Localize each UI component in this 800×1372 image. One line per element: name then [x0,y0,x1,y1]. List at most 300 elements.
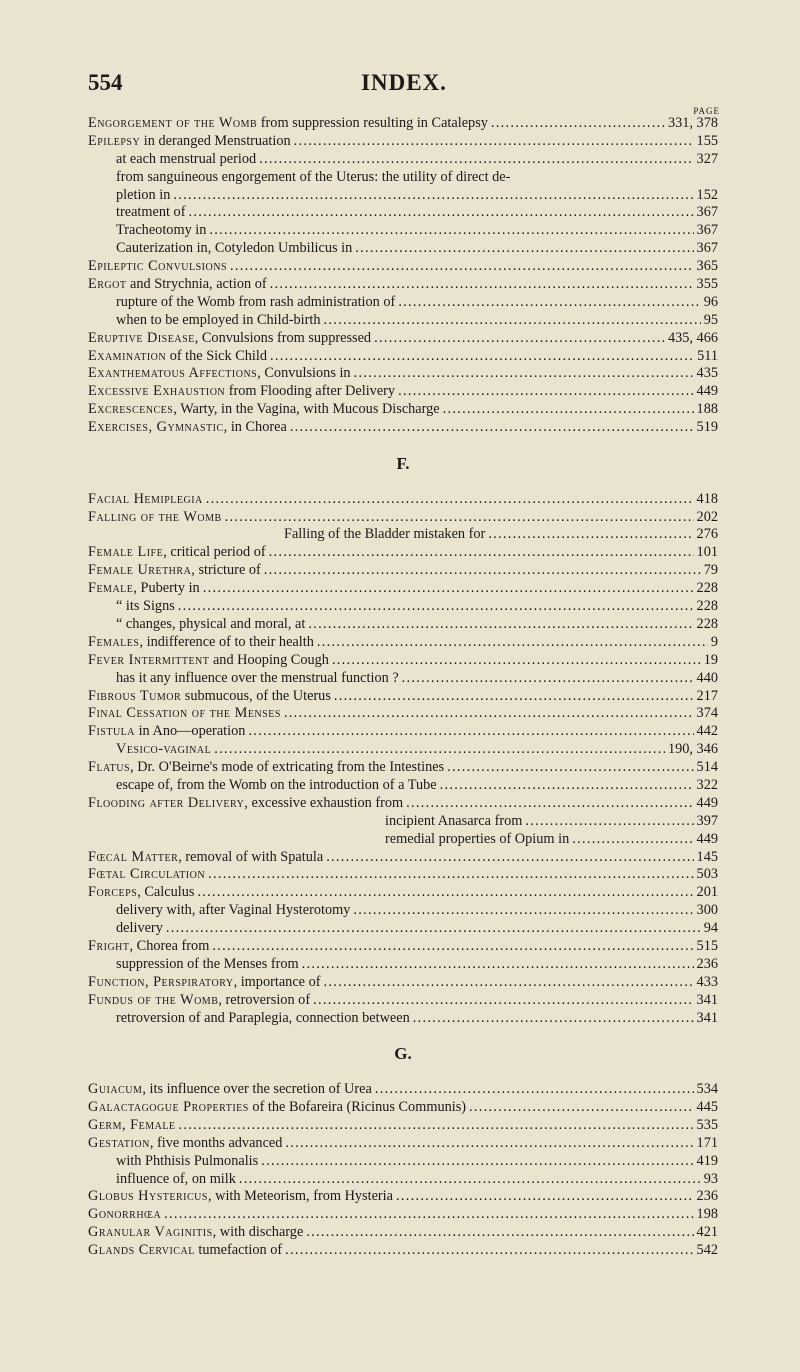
entry-text [116,956,299,974]
entry-heading: Females [88,633,140,650]
entry-heading: Fever Intermittent [88,651,210,668]
entry-page: 341 [696,991,718,1008]
index-entry [88,688,718,706]
index-entry [88,401,718,419]
index-entry [88,1135,718,1153]
entry-text [88,419,287,437]
entry-description: influence of, on milk [116,1170,236,1187]
entry-heading: Examination [88,347,167,364]
dot-leader [572,831,693,849]
entry-page: 511 [697,347,718,364]
entry-description: , Puberty in [133,580,200,597]
entry-page: 217 [696,687,718,704]
entry-text [88,383,395,401]
index-entry [88,1010,718,1028]
dot-leader [313,992,693,1010]
index-entry [88,795,718,813]
entry-text [88,276,267,294]
entry-heading: Facial Hemiplegia [88,490,203,507]
dot-leader [324,974,694,992]
page-column-label: PAGE [693,106,720,116]
index-entry [88,1224,718,1242]
entry-description: , five months advanced [149,1134,283,1151]
entry-description: , Chorea from [129,937,210,954]
entry-text [116,1153,258,1171]
dot-leader [212,938,693,956]
entry-text [116,741,211,759]
entry-text [116,312,321,330]
entry-page: 355 [696,276,718,293]
entry-text [88,401,440,419]
index-entry [88,544,718,562]
entry-text [116,777,437,795]
entry-description: , Convulsions from suppressed [194,329,372,346]
entry-text [88,544,266,562]
entry-heading: Galactagogue Properties [88,1098,249,1115]
dot-leader [284,705,694,723]
entry-text [88,1081,372,1099]
entry-page: 327 [696,150,718,167]
entry-heading: Fibrous Tumor [88,687,182,704]
dot-leader [269,544,694,562]
entry-text [88,1099,466,1117]
page-number: 554 [88,70,123,95]
entry-description: Cauterization in, Cotyledon Umbilicus in [116,240,353,257]
entry-page: 421 [696,1224,718,1241]
entry-page: 435, 466 [667,329,718,346]
entry-text [116,920,163,938]
entry-heading: Excessive Exhaustion [88,383,226,400]
index-entry [88,187,718,205]
entry-heading: Gonorrhœa [88,1206,162,1223]
entry-description: incipient Anasarca from [385,812,523,829]
entry-page: 228 [696,598,718,615]
entry-description: Falling of the Bladder mistaken for [284,526,486,543]
index-entry [88,526,718,544]
index-entry [88,1242,718,1260]
dot-leader [491,115,665,133]
index-entry [88,741,718,759]
entry-text [116,294,395,312]
entry-description: in deranged Menstruation [140,132,291,149]
dot-leader [230,258,694,276]
dot-leader [306,1224,693,1242]
dot-leader [188,204,693,222]
index-entry [88,509,718,527]
entry-page: 300 [696,902,718,919]
entry-page: 276 [696,526,718,543]
entry-description: escape of, from the Womb on the introduction of a Tube [116,776,437,793]
index-entry [88,813,718,831]
dot-leader [398,383,693,401]
dot-leader [270,276,694,294]
entry-page: 228 [696,580,718,597]
dot-leader [355,240,693,258]
entry-heading: Eruptive Disease [88,329,195,346]
dot-leader [173,187,693,205]
index-entry [88,240,718,258]
index-entry [88,1081,718,1099]
index-entry [88,902,718,920]
entry-text [88,133,291,151]
dot-leader [214,741,665,759]
dot-leader [203,580,694,598]
entry-description: of the Bofareira (Ricinus Communis) [248,1098,467,1115]
dot-leader [317,634,708,652]
entry-page: 96 [703,293,718,310]
entry-page: 514 [696,759,718,776]
index-entry [88,276,718,294]
entry-text [88,365,351,383]
index-entry [88,1188,718,1206]
entry-text [88,938,209,956]
entry-heading: Vesico-vaginal [116,741,212,758]
entry-description: “ changes, physical and moral, at [116,615,306,632]
dot-leader [270,348,694,366]
entry-page: 433 [696,973,718,990]
entry-heading: Germ, Female [88,1116,176,1133]
entry-page: 519 [696,419,718,436]
entry-heading: Guiacum [88,1081,143,1098]
page-title: INDEX. [361,70,447,95]
entry-page: 236 [696,1188,718,1205]
entry-page: 93 [703,1170,718,1187]
entry-text [88,562,261,580]
entry-text [88,866,205,884]
entry-description: , retroversion of [218,991,311,1008]
dot-leader [353,902,693,920]
entry-page: 445 [696,1098,718,1115]
index-entry [88,294,718,312]
index-entry [88,884,718,902]
dot-leader [332,652,701,670]
entry-description: , with Meteorism, from Hysteria [207,1188,393,1205]
entry-page: 228 [696,615,718,632]
entry-page: 331, 378 [667,115,718,131]
entry-description: , with discharge [212,1224,304,1241]
entry-description: , Dr. O'Beirne's mode of extricating from the Intestines [130,759,445,776]
dot-leader [374,330,665,348]
entry-heading: Fœcal Matter [88,848,179,865]
entry-description: rupture of the Womb from rash administration of [116,293,396,310]
index-entry [88,562,718,580]
entry-heading: Fistula [88,723,136,740]
section-letter: G. [394,1044,412,1064]
entry-description: retroversion of and Paraplegia, connection between [116,1009,410,1026]
entry-description: , importance of [233,973,321,990]
dot-leader [239,1171,701,1189]
index-entry [88,169,718,187]
index-entry [88,598,718,616]
entry-page: 155 [696,132,718,149]
section-letter: F. [396,453,410,473]
entry-description: , removal of with Spatula [178,848,324,865]
dot-leader [447,759,693,777]
index-entry [88,115,718,133]
entry-description: treatment of [116,204,186,221]
entry-page: 515 [696,937,718,954]
entry-text [88,884,194,902]
dot-leader [285,1242,693,1260]
entry-text [88,795,403,813]
index-entry [88,1153,718,1171]
index-entry [88,634,718,652]
entry-description: with Phthisis Pulmonalis [116,1152,259,1169]
dot-leader [308,616,693,634]
dot-leader [326,849,693,867]
entry-text [88,258,227,276]
entry-page: 190, 346 [667,741,718,758]
entry-page: 236 [696,955,718,972]
index-entry [88,974,718,992]
index-body [88,115,718,1260]
entry-text [88,1135,282,1153]
entry-heading: Flatus [88,759,131,776]
entry-heading: Ergot [88,276,127,293]
entry-text [116,169,510,187]
section-gap [88,1063,718,1081]
entry-description: Tracheotomy in [116,222,207,239]
entry-heading: Epilepsy [88,132,141,149]
dot-leader [406,795,693,813]
dot-leader [302,956,694,974]
entry-heading: Final Cessation of the Menses [88,705,281,722]
entry-page: 9 [710,633,718,650]
entry-page: 419 [696,1152,718,1169]
dot-leader [402,670,694,688]
dot-leader [261,1153,693,1171]
index-entry [88,956,718,974]
entry-heading: Falling of the Womb [88,508,222,525]
entry-description: delivery [116,920,163,937]
dot-leader [248,723,693,741]
dot-leader [225,509,694,527]
index-entry [88,365,718,383]
entry-text [88,330,371,348]
index-entry [88,723,718,741]
dot-leader [396,1188,694,1206]
entry-page: 449 [696,794,718,811]
entry-page: 397 [696,812,718,829]
entry-page: 101 [696,544,718,561]
entry-page: 145 [696,848,718,865]
entry-description: suppression of the Menses from [116,955,299,972]
entry-text [88,688,331,706]
entry-description: has it any influence over the menstrual function ? [116,669,399,686]
section-gap [88,473,718,491]
dot-leader [398,294,700,312]
index-entry [88,204,718,222]
entry-text [385,831,569,849]
index-entry [88,777,718,795]
entry-page: 202 [696,508,718,525]
entry-heading: Exercises, Gymnastic [88,419,224,436]
dot-leader [178,598,694,616]
entry-description: submucous, of the Uterus [181,687,331,704]
entry-text [116,902,350,920]
index-entry [88,1117,718,1135]
entry-description: when to be employed in Child-birth [116,311,321,328]
dot-leader [164,1206,693,1224]
entry-description: and Strychnia, action of [126,276,267,293]
entry-page: 201 [696,884,718,901]
entry-heading: Female Urethra [88,562,192,579]
index-entry [88,849,718,867]
entry-page: 442 [696,723,718,740]
entry-text [88,1224,303,1242]
entry-page: 449 [696,830,718,847]
entry-text [88,705,281,723]
entry-page: 367 [696,204,718,221]
index-entry [88,258,718,276]
entry-description: from suppression resulting in Catalepsy [257,115,488,131]
index-entry [88,330,718,348]
entry-text [116,187,170,205]
dot-leader [179,1117,694,1135]
entry-page: 94 [703,920,718,937]
dot-leader [324,312,701,330]
entry-description: , indifference of to their health [139,633,314,650]
entry-page: 535 [696,1116,718,1133]
entry-text [88,1206,161,1224]
dot-leader [294,133,694,151]
entry-description: , Calculus [137,884,195,901]
entry-description: pletion in [116,186,171,203]
entry-page: 435 [696,365,718,382]
entry-text [116,670,399,688]
dot-leader [166,920,701,938]
entry-description: in Ano—operation [135,723,246,740]
dot-leader [259,151,693,169]
entry-page: 449 [696,383,718,400]
entry-text [116,222,206,240]
entry-page: 367 [696,222,718,239]
entry-heading: Flooding after Delivery [88,794,245,811]
dot-leader [285,1135,693,1153]
entry-heading: Gestation [88,1134,150,1151]
dot-leader [413,1010,694,1028]
index-entry [88,151,718,169]
index-entry [88,580,718,598]
entry-description: “ its Signs [116,598,175,615]
entry-text [88,348,267,366]
index-entry [88,831,718,849]
entry-page: 503 [696,866,718,883]
entry-page: 79 [703,562,718,579]
entry-page: 534 [696,1081,718,1098]
index-entry [88,222,718,240]
section-gap [88,437,718,455]
section-gap [88,1027,718,1045]
entry-heading: Female Life [88,544,164,561]
entry-description: of the Sick Child [166,347,267,364]
entry-description: , Warty, in the Vagina, with Mucous Discharge [173,401,440,418]
entry-page: 440 [696,669,718,686]
entry-text [88,759,444,777]
dot-leader [334,688,694,706]
entry-description: at each menstrual period [116,150,257,167]
entry-text [88,1188,393,1206]
index-entry [88,491,718,509]
entry-text [88,849,323,867]
dot-leader [208,866,693,884]
index-entry [88,938,718,956]
entry-page: 198 [696,1206,718,1223]
entry-heading: Granular Vaginitis [88,1224,213,1241]
entry-text [88,992,310,1010]
entry-description: , its influence over the secretion of Urea [142,1081,372,1098]
entry-page: 365 [696,258,718,275]
entry-text [116,598,175,616]
entry-text [116,151,256,169]
entry-description: , stricture of [191,562,261,579]
dot-leader [443,401,694,419]
dot-leader [469,1099,694,1117]
entry-heading: Fundus of the Womb [88,991,219,1008]
entry-description: from Flooding after Delivery [225,383,396,400]
dot-leader [525,813,693,831]
entry-text [116,204,185,222]
entry-text [88,723,245,741]
entry-page: 374 [696,705,718,722]
entry-text [88,1242,282,1260]
index-entry [88,866,718,884]
entry-text [116,1010,410,1028]
entry-text [88,634,314,652]
entry-description: and Hooping Cough [209,651,329,668]
entry-page: 418 [696,490,718,507]
index-entry [88,670,718,688]
entry-text [116,1171,236,1189]
entry-heading: Glands Cervical [88,1242,195,1259]
dot-leader [197,884,693,902]
entry-page: 152 [696,186,718,203]
entry-page: 542 [696,1242,718,1259]
index-entry [88,1171,718,1189]
entry-description: , in Chorea [223,419,287,436]
entry-text [88,491,203,509]
page-header [88,70,720,116]
index-entry [88,759,718,777]
dot-leader [209,222,693,240]
entry-description: tumefaction of [194,1242,283,1259]
index-entry [88,705,718,723]
entry-page: 367 [696,240,718,257]
entry-page: 95 [703,311,718,328]
entry-description: , excessive exhaustion from [244,794,404,811]
dot-leader [375,1081,694,1099]
dot-leader [290,419,694,437]
entry-heading: Globus Hystericus [88,1188,208,1205]
index-entry [88,312,718,330]
entry-text [88,115,488,133]
entry-page: 19 [703,651,718,668]
entry-page: 171 [696,1134,718,1151]
index-entry [88,992,718,1010]
entry-text [88,509,222,527]
index-entry [88,133,718,151]
entry-text [88,1117,176,1135]
index-entry [88,652,718,670]
dot-leader [440,777,694,795]
entry-text [88,580,200,598]
entry-page: 322 [696,776,718,793]
entry-page: 188 [696,401,718,418]
entry-description: delivery with, after Vaginal Hysterotomy [116,902,351,919]
dot-leader [264,562,701,580]
entry-text [88,652,329,670]
index-entry [88,920,718,938]
